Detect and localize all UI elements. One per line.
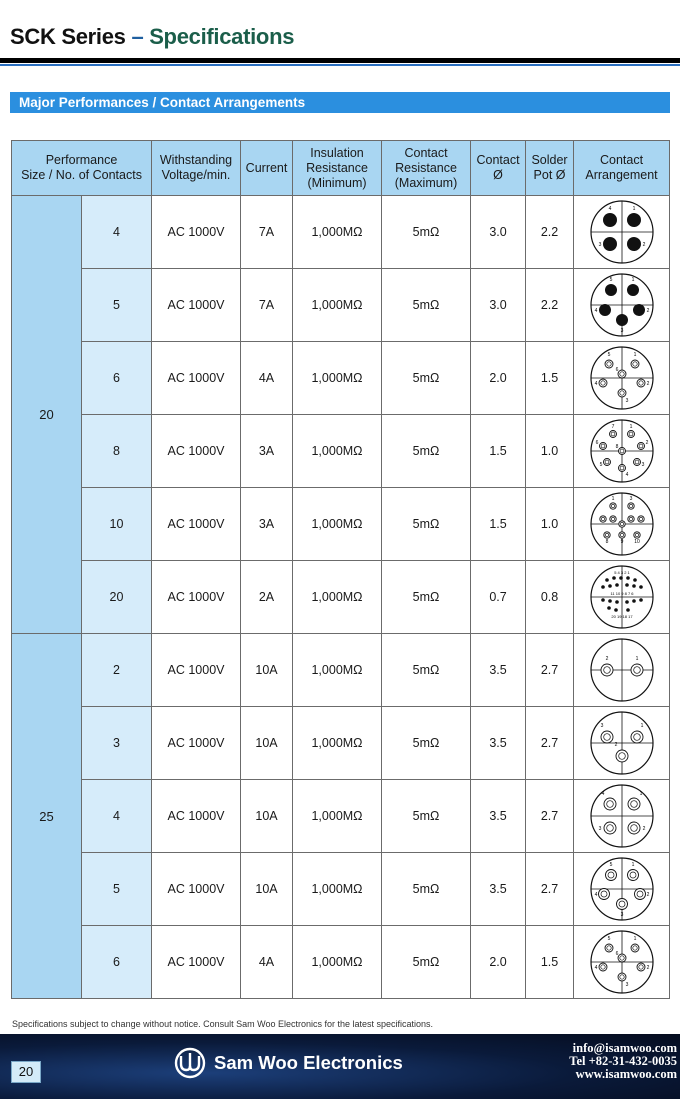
- cell-current: 10A: [241, 780, 293, 853]
- cell-contact-arrangement: [574, 196, 670, 269]
- cell-contact-count: 6: [82, 342, 152, 415]
- cell-solder-pot: 2.2: [526, 196, 574, 269]
- cell-contact-count: 6: [82, 926, 152, 999]
- cell-current: 10A: [241, 634, 293, 707]
- svg-text:3: 3: [620, 328, 623, 334]
- header-text: Voltage/min.: [161, 168, 231, 182]
- header-text: Contact: [599, 153, 644, 167]
- cell-contact-arrangement: [574, 634, 670, 707]
- header-text: Resistance: [306, 160, 368, 175]
- cell-current: 7A: [241, 269, 293, 342]
- cell-contact-arrangement: [574, 853, 670, 926]
- svg-text:2: 2: [642, 242, 645, 248]
- cell-insulation: 1,000MΩ: [293, 488, 382, 561]
- svg-text:9: 9: [620, 539, 623, 545]
- svg-text:1: 1: [639, 791, 642, 797]
- table-row: [12, 342, 670, 415]
- svg-text:5: 5: [607, 352, 610, 358]
- header-text: Insulation: [310, 145, 364, 160]
- cell-voltage: AC 1000V: [152, 342, 241, 415]
- cell-contact-arrangement: [574, 415, 670, 488]
- cell-solder-pot: 1.0: [526, 488, 574, 561]
- footnote: Specifications subject to change without notice. Consult Sam Woo Electronics for the latest specifications.: [12, 1019, 434, 1029]
- header-text: Solder: [531, 153, 568, 167]
- contact-arrangement-diagram: [589, 637, 655, 703]
- cell-contact-count: 4: [82, 780, 152, 853]
- svg-text:11 10 9 8 7 6: 11 10 9 8 7 6: [609, 591, 634, 596]
- svg-text:1: 1: [629, 424, 632, 430]
- cell-solder-pot: 1.5: [526, 342, 574, 415]
- cell-contact-arrangement: [574, 488, 670, 561]
- contact-arrangement-diagram: [589, 199, 655, 265]
- contact-arrangement-diagram: [589, 856, 655, 922]
- cell-current: 10A: [241, 853, 293, 926]
- contact-arrangement-diagram: [589, 272, 655, 338]
- contact-arrangement-diagram: [589, 710, 655, 776]
- cell-contact-count: 5: [82, 269, 152, 342]
- col-header-performance: [12, 141, 152, 196]
- cell-contact-resistance: 5mΩ: [382, 561, 471, 634]
- header-rule: [0, 58, 680, 63]
- cell-contact-count: 20: [82, 561, 152, 634]
- cell-voltage: AC 1000V: [152, 634, 241, 707]
- cell-current: 3A: [241, 488, 293, 561]
- svg-text:7: 7: [611, 424, 614, 430]
- cell-current: 2A: [241, 561, 293, 634]
- cell-contact-diameter: 0.7: [471, 561, 526, 634]
- svg-text:5: 5: [609, 277, 612, 283]
- svg-text:1: 1: [640, 723, 643, 729]
- header-text: Contact: [404, 145, 448, 160]
- cell-voltage: AC 1000V: [152, 853, 241, 926]
- cell-contact-count: 2: [82, 634, 152, 707]
- contact-website[interactable]: www.isamwoo.com: [575, 1067, 677, 1081]
- col-header-arrangement: [574, 141, 670, 196]
- title-specifications: Specifications: [149, 24, 295, 49]
- header-text: Size / No. of Contacts: [21, 168, 142, 182]
- cell-contact-resistance: 5mΩ: [382, 488, 471, 561]
- cell-voltage: AC 1000V: [152, 707, 241, 780]
- cell-contact-count: 5: [82, 853, 152, 926]
- svg-text:2: 2: [646, 965, 649, 971]
- cell-contact-diameter: 2.0: [471, 342, 526, 415]
- svg-text:6: 6: [615, 951, 618, 957]
- specifications-table: [11, 140, 670, 999]
- header-text: Resistance: [395, 160, 457, 175]
- cell-insulation: 1,000MΩ: [293, 342, 382, 415]
- table-body: [12, 196, 670, 999]
- svg-text:1: 1: [631, 862, 634, 868]
- page-header: [0, 0, 680, 58]
- cell-insulation: 1,000MΩ: [293, 269, 382, 342]
- cell-contact-diameter: 1.5: [471, 415, 526, 488]
- header-text: Contact: [476, 153, 520, 167]
- svg-text:4: 4: [625, 472, 628, 478]
- contact-phone: Tel +82-31-432-0035: [569, 1054, 677, 1068]
- contact-info: [569, 1042, 677, 1081]
- cell-contact-resistance: 5mΩ: [382, 707, 471, 780]
- svg-text:2: 2: [614, 742, 617, 748]
- svg-text:8: 8: [605, 539, 608, 545]
- header-text: Ø: [493, 168, 503, 182]
- svg-text:2: 2: [646, 308, 649, 314]
- svg-text:4: 4: [594, 892, 597, 898]
- svg-text:2: 2: [646, 892, 649, 898]
- section-title-bar: Major Performances / Contact Arrangements: [10, 92, 670, 113]
- col-header-contact-diameter: [471, 141, 526, 196]
- cell-contact-diameter: 3.5: [471, 780, 526, 853]
- svg-text:5: 5: [607, 936, 610, 942]
- cell-solder-pot: 1.5: [526, 926, 574, 999]
- cell-voltage: AC 1000V: [152, 415, 241, 488]
- svg-text:5: 5: [609, 862, 612, 868]
- svg-text:3: 3: [598, 242, 601, 248]
- cell-contact-resistance: 5mΩ: [382, 269, 471, 342]
- svg-text:2: 2: [646, 381, 649, 387]
- cell-current: 4A: [241, 342, 293, 415]
- cell-solder-pot: 2.7: [526, 707, 574, 780]
- cell-current: 4A: [241, 926, 293, 999]
- col-header-solder-pot: [526, 141, 574, 196]
- cell-voltage: AC 1000V: [152, 780, 241, 853]
- header-text: Withstanding: [159, 153, 233, 167]
- cell-insulation: 1,000MΩ: [293, 780, 382, 853]
- svg-text:3: 3: [629, 496, 632, 502]
- svg-text:1: 1: [611, 496, 614, 502]
- cell-solder-pot: 1.0: [526, 415, 574, 488]
- cell-insulation: 1,000MΩ: [293, 561, 382, 634]
- header-text: Pot Ø: [533, 168, 566, 182]
- table-row: [12, 634, 670, 707]
- cell-contact-arrangement: [574, 926, 670, 999]
- svg-text:2: 2: [645, 440, 648, 446]
- col-header-contact-resistance: [382, 141, 471, 196]
- cell-contact-resistance: 5mΩ: [382, 342, 471, 415]
- cell-contact-diameter: 3.5: [471, 707, 526, 780]
- col-header-insulation: [293, 141, 382, 196]
- header-text: Arrangement: [585, 168, 658, 182]
- cell-contact-resistance: 5mΩ: [382, 853, 471, 926]
- cell-contact-arrangement: [574, 561, 670, 634]
- svg-text:2: 2: [642, 826, 645, 832]
- cell-voltage: AC 1000V: [152, 561, 241, 634]
- contact-arrangement-diagram: [589, 929, 655, 995]
- cell-contact-count: 3: [82, 707, 152, 780]
- cell-voltage: AC 1000V: [152, 196, 241, 269]
- cell-voltage: AC 1000V: [152, 269, 241, 342]
- page-title: [10, 24, 294, 50]
- svg-text:5: 5: [599, 462, 602, 468]
- cell-contact-diameter: 1.5: [471, 488, 526, 561]
- cell-contact-diameter: 3.0: [471, 269, 526, 342]
- cell-solder-pot: 2.7: [526, 634, 574, 707]
- cell-insulation: 1,000MΩ: [293, 707, 382, 780]
- svg-text:4: 4: [594, 381, 597, 387]
- svg-text:4: 4: [594, 965, 597, 971]
- header-text: Current: [245, 160, 288, 175]
- cell-voltage: AC 1000V: [152, 926, 241, 999]
- cell-solder-pot: 0.8: [526, 561, 574, 634]
- samwoo-logo-icon: [174, 1047, 206, 1079]
- cell-current: 3A: [241, 415, 293, 488]
- cell-contact-diameter: 2.0: [471, 926, 526, 999]
- cell-shell-size: 20: [12, 196, 82, 634]
- table-row: [12, 853, 670, 926]
- cell-contact-arrangement: [574, 780, 670, 853]
- contact-email[interactable]: info@isamwoo.com: [572, 1041, 677, 1055]
- contact-arrangement-diagram: [589, 783, 655, 849]
- svg-text:4: 4: [594, 308, 597, 314]
- cell-contact-resistance: 5mΩ: [382, 926, 471, 999]
- svg-text:3: 3: [598, 826, 601, 832]
- svg-text:4: 4: [601, 791, 604, 797]
- cell-current: 10A: [241, 707, 293, 780]
- cell-solder-pot: 2.2: [526, 269, 574, 342]
- table-header-row: [12, 141, 670, 196]
- svg-text:6: 6: [615, 367, 618, 373]
- svg-text:3: 3: [625, 398, 628, 404]
- svg-text:3: 3: [625, 982, 628, 988]
- col-header-voltage: [152, 141, 241, 196]
- svg-text:10: 10: [633, 539, 640, 545]
- contact-arrangement-diagram: [589, 345, 655, 411]
- cell-insulation: 1,000MΩ: [293, 853, 382, 926]
- cell-contact-arrangement: [574, 707, 670, 780]
- cell-insulation: 1,000MΩ: [293, 196, 382, 269]
- contact-arrangement-diagram: [589, 418, 655, 484]
- table-row: [12, 269, 670, 342]
- svg-text:1: 1: [633, 352, 636, 358]
- cell-solder-pot: 2.7: [526, 853, 574, 926]
- cell-contact-resistance: 5mΩ: [382, 415, 471, 488]
- table-row: [12, 926, 670, 999]
- cell-contact-resistance: 5mΩ: [382, 780, 471, 853]
- svg-text:5 4 3 2 1: 5 4 3 2 1: [613, 570, 630, 575]
- table-row: [12, 488, 670, 561]
- cell-insulation: 1,000MΩ: [293, 415, 382, 488]
- table-row: [12, 561, 670, 634]
- table-row: [12, 780, 670, 853]
- cell-contact-count: 10: [82, 488, 152, 561]
- cell-current: 7A: [241, 196, 293, 269]
- svg-text:1: 1: [635, 656, 638, 662]
- svg-text:4: 4: [608, 206, 611, 212]
- cell-contact-arrangement: [574, 342, 670, 415]
- header-text: Performance: [45, 153, 118, 167]
- page-number: 20: [11, 1061, 41, 1083]
- cell-solder-pot: 2.7: [526, 780, 574, 853]
- svg-text:1: 1: [631, 277, 634, 283]
- svg-text:3: 3: [600, 723, 603, 729]
- cell-contact-arrangement: [574, 269, 670, 342]
- table-row: [12, 707, 670, 780]
- svg-text:8: 8: [615, 444, 618, 450]
- cell-contact-resistance: 5mΩ: [382, 196, 471, 269]
- table-row: [12, 415, 670, 488]
- brand: [174, 1046, 403, 1080]
- cell-contact-diameter: 3.5: [471, 853, 526, 926]
- cell-shell-size: 25: [12, 634, 82, 999]
- cell-contact-diameter: 3.0: [471, 196, 526, 269]
- col-header-current: [241, 141, 293, 196]
- svg-text:3: 3: [620, 912, 623, 918]
- cell-insulation: 1,000MΩ: [293, 926, 382, 999]
- title-series: SCK Series: [10, 24, 126, 49]
- svg-text:3: 3: [641, 462, 644, 468]
- contact-arrangement-diagram: [589, 491, 655, 557]
- svg-text:1: 1: [633, 936, 636, 942]
- svg-text:20 19 18 17: 20 19 18 17: [610, 614, 633, 619]
- table-row: [12, 196, 670, 269]
- cell-contact-count: 4: [82, 196, 152, 269]
- header-text: (Minimum): [307, 175, 367, 190]
- svg-text:6: 6: [595, 440, 598, 446]
- svg-text:1: 1: [632, 206, 635, 212]
- cell-insulation: 1,000MΩ: [293, 634, 382, 707]
- header-text: (Maximum): [394, 175, 458, 190]
- cell-voltage: AC 1000V: [152, 488, 241, 561]
- cell-contact-count: 8: [82, 415, 152, 488]
- title-dash: –: [131, 24, 144, 49]
- svg-text:2: 2: [605, 656, 608, 662]
- cell-contact-resistance: 5mΩ: [382, 634, 471, 707]
- cell-contact-diameter: 3.5: [471, 634, 526, 707]
- brand-name: Sam Woo Electronics: [214, 1052, 403, 1073]
- contact-arrangement-diagram: [589, 564, 655, 630]
